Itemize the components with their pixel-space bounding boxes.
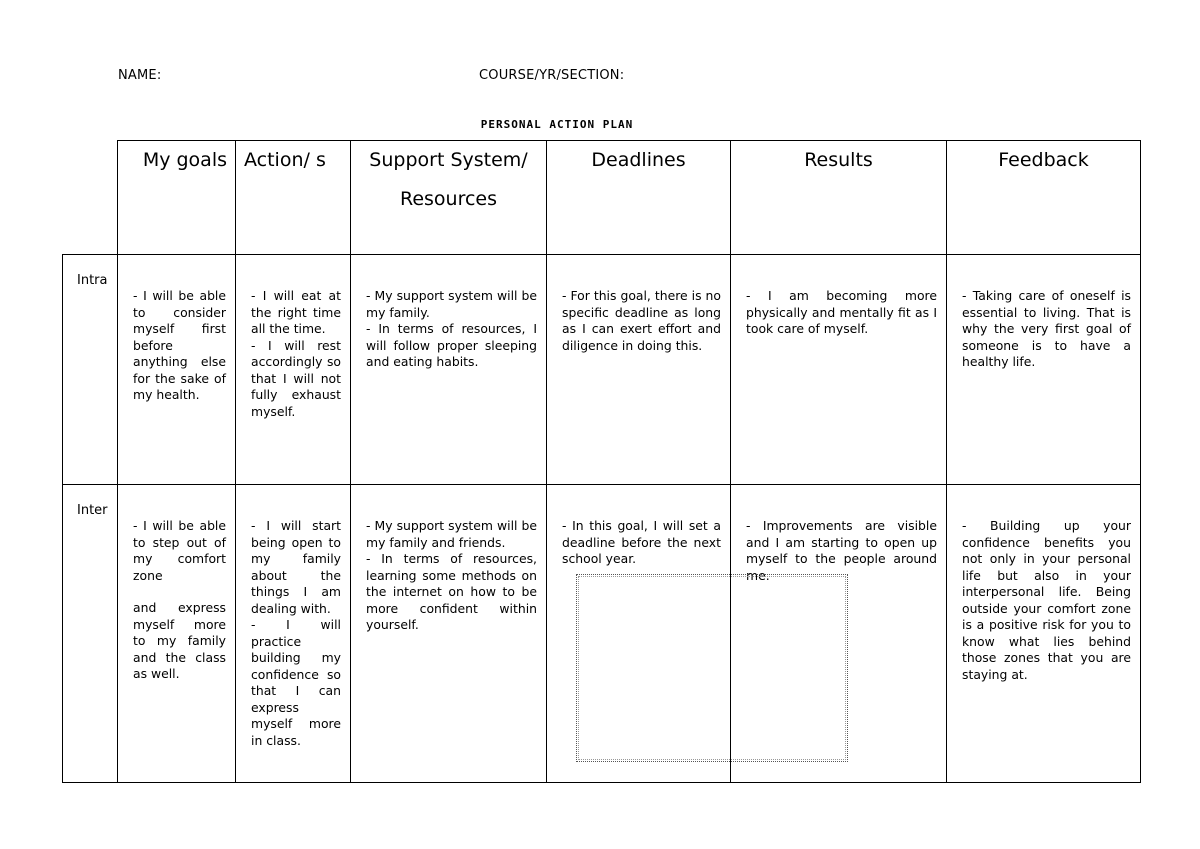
cell-text-line: - I will start being open to my family about the things I am dealing with. bbox=[251, 518, 341, 616]
table-cell bbox=[236, 255, 351, 485]
cell-text-line: - My support system will be my family. bbox=[366, 288, 537, 320]
table-cell bbox=[947, 485, 1141, 783]
cell-text-line: - I will be able to step out of my comfort zone bbox=[133, 518, 226, 583]
header-row bbox=[63, 141, 1141, 255]
column-header-feedback: Feedback bbox=[947, 141, 1141, 255]
table-cell bbox=[731, 255, 947, 485]
cell-text-line: - Improvements are visible and I am starting to open up myself to the people around me. bbox=[746, 518, 937, 583]
table-cell bbox=[236, 485, 351, 783]
cell-text-line: - I will eat at the right time all the time. bbox=[251, 288, 341, 336]
name-label: NAME: bbox=[118, 68, 162, 83]
column-header-goals: My goals bbox=[118, 141, 236, 255]
column-header-actions: Action/ s bbox=[236, 141, 351, 255]
cell-text-line: - I am becoming more physically and mentally fit as I took care of myself. bbox=[746, 288, 937, 336]
cell-text-line: - I will rest accordingly so that I will not fully exhaust myself. bbox=[251, 337, 341, 419]
table-cell bbox=[947, 255, 1141, 485]
cell-text-line: and express myself more to my family and the class as well. bbox=[133, 600, 226, 681]
text-box-frame[interactable] bbox=[576, 574, 848, 762]
cell-text-line: - Building up your confidence benefits you not only in your personal life but also in your interpersonal life. Being outside your comfort zone is a positive risk for you to know what lies behind those zones that you are staying at. bbox=[962, 518, 1131, 682]
table-cell bbox=[118, 485, 236, 783]
table-cell bbox=[351, 255, 547, 485]
table-cell bbox=[351, 485, 547, 783]
cell-text-line: - In terms of resources, learning some methods on the internet on how to be more confident within yourself. bbox=[366, 551, 537, 632]
cell-text-line: - I will be able to consider myself first before anything else for the sake of my health. bbox=[133, 288, 226, 402]
cell-text-line: - I will practice building my confidence so that I can express myself more in class. bbox=[251, 617, 341, 748]
corner-cell bbox=[63, 141, 118, 255]
cell-text-line: - In this goal, I will set a deadline before the next school year. bbox=[562, 518, 721, 566]
page-title: PERSONAL ACTION PLAN bbox=[480, 118, 634, 131]
table-cell bbox=[547, 255, 731, 485]
row-label: Intra bbox=[63, 255, 118, 485]
cell-text-line: - My support system will be my family and friends. bbox=[366, 518, 537, 550]
table-cell bbox=[118, 255, 236, 485]
cell-text-line: - For this goal, there is no specific deadline as long as I can exert effort and diligence in doing this. bbox=[562, 288, 721, 353]
cell-text-line: - In terms of resources, I will follow proper sleeping and eating habits. bbox=[366, 321, 537, 369]
paragraph-gap bbox=[133, 584, 226, 600]
column-header-deadlines: Deadlines bbox=[547, 141, 731, 255]
cell-text-line: - Taking care of oneself is essential to living. That is why the very first goal of someone is to have a healthy life. bbox=[962, 288, 1131, 369]
table-row bbox=[63, 255, 1141, 485]
column-header-support: Support System/ Resources bbox=[351, 141, 547, 255]
row-label: Inter bbox=[63, 485, 118, 783]
course-label: COURSE/YR/SECTION: bbox=[479, 68, 625, 83]
column-header-results: Results bbox=[731, 141, 947, 255]
